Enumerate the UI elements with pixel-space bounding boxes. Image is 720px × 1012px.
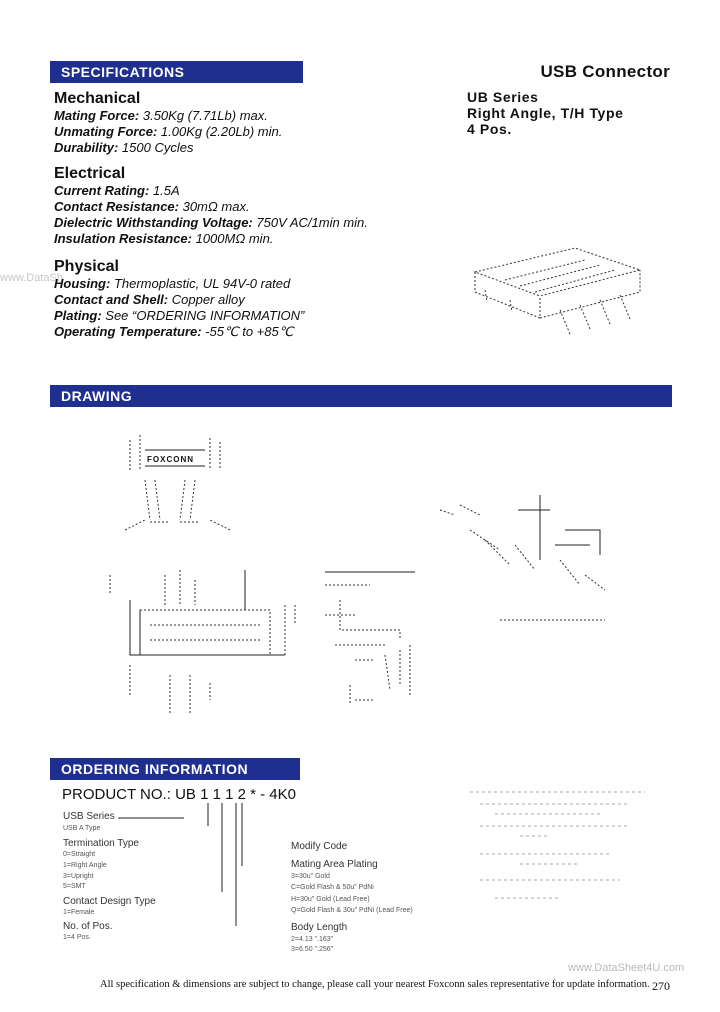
spec-line: Mating Force: 3.50Kg (7.71Lb) max. [54,108,268,123]
spec-line: Contact and Shell: Copper alloy [54,292,245,307]
product-title: USB Connector [540,62,670,81]
physical-heading: Physical [54,258,119,275]
specifications-section-bar: SPECIFICATIONS [50,61,303,83]
ordering-middle-line: Modify Code [291,841,348,852]
positions-label: 4 Pos. [467,121,512,137]
ordering-middle-line: 2=4.13 ".163" [291,936,334,943]
watermark-bottom: www.DataSheet4U.com [568,962,685,974]
ordering-middle-line: C=Gold Flash & 50u" PdNi [291,884,374,891]
spec-line: Housing: Thermoplastic, UL 94V-0 rated [54,276,291,291]
ordering-section-bar: ORDERING INFORMATION [50,758,300,780]
electrical-heading: Electrical [54,165,126,182]
ordering-middle-line: 3=6.50 ".256" [291,946,334,953]
ordering-left-line: USB A Type [63,825,101,832]
ordering-left-line: USB Series [63,811,115,822]
spec-line: Unmating Force: 1.00Kg (2.20Lb) min. [54,124,283,139]
ordering-left-line: 1=4 Pos. [63,934,91,941]
series-label: UB Series [467,89,539,105]
spec-line: Insulation Resistance: 1000MΩ min. [54,231,274,246]
ordering-left-line: 0=Straight [63,851,96,858]
ordering-left-line: 1=Right Angle [63,862,107,869]
product-number-code: PRODUCT NO.: UB 1 1 1 2 * - 4K0 [62,786,296,803]
ordering-middle-line: Q=Gold Flash & 30u" PdNi (Lead Free) [291,907,413,914]
spec-line: Current Rating: 1.5A [54,183,180,198]
foxconn-logo: FOXCONN [147,455,194,464]
ordering-left-line: 1=Female [63,909,95,916]
ordering-left-line: Contact Design Type [63,896,156,907]
ordering-left-line: 3=Upright [63,873,94,880]
mechanical-heading: Mechanical [54,90,141,107]
ordering-notes-graphic [470,790,670,910]
page-number: 270 [652,979,670,993]
ordering-left-line: No. of Pos. [63,921,113,932]
ordering-middle-line: Body Length [291,922,348,933]
ordering-middle-line: 3=30u" Gold [291,873,330,880]
spec-line: Durability: 1500 Cycles [54,140,194,155]
spec-line: Plating: See “ORDERING INFORMATION” [54,308,305,323]
ordering-left-line: 5=SMT [63,883,86,890]
type-label: Right Angle, T/H Type [467,105,624,121]
drawing-section-bar: DRAWING [50,385,672,407]
footer-note: All specification & dimensions are subject to change, please call your nearest Foxconn sales representative for update information. [100,979,650,990]
ordering-left-line: Termination Type [63,838,139,849]
ordering-middle-line: Mating Area Plating [291,859,378,870]
spec-line: Dielectric Withstanding Voltage: 750V AC/1min min. [54,215,368,230]
watermark-left: www.DataSh [0,272,63,284]
spec-line: Contact Resistance: 30mΩ max. [54,199,250,214]
ordering-middle-line: H=30u" Gold (Lead Free) [291,896,370,903]
spec-line: Operating Temperature: -55℃ to +85℃ [54,324,294,339]
